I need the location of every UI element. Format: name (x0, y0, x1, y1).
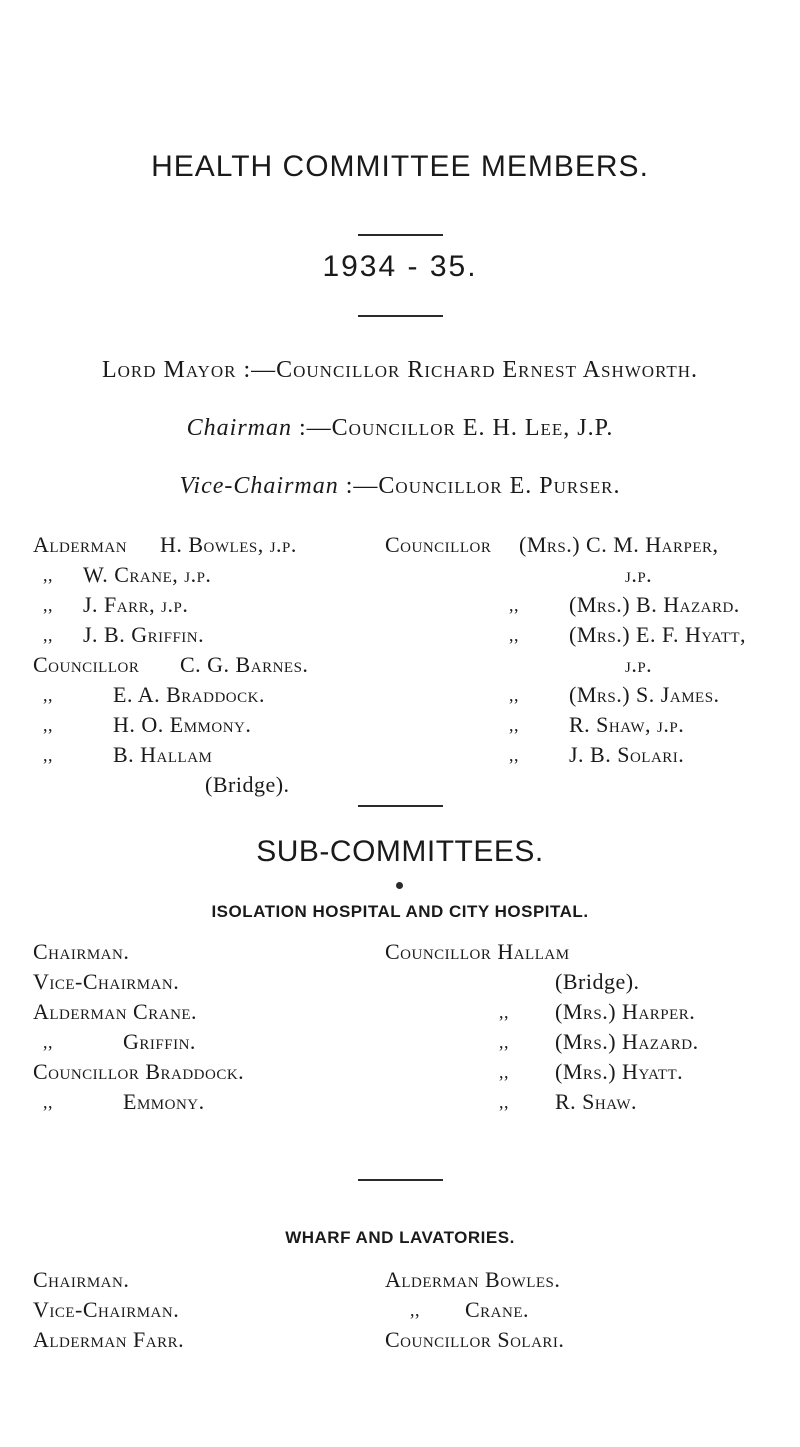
sub-committees-heading: SUB-COMMITTEES. (256, 835, 544, 868)
list-item (33, 1087, 373, 1117)
member-name: J. Farr, j.p. (83, 592, 189, 617)
list-item-text: (Bridge). (555, 969, 640, 994)
member-name: (Mrs.) E. F. Hyatt, (569, 622, 747, 647)
list-item (385, 967, 790, 997)
section-rule (358, 805, 443, 807)
ditto-mark: ,, (43, 595, 53, 615)
list-item-text: R. Shaw. (555, 1089, 638, 1114)
member-name: (Mrs.) B. Hazard. (569, 592, 740, 617)
member-name: (Mrs.) C. M. Harper, (519, 532, 719, 557)
member-name: j.p. (625, 562, 653, 587)
list-item-text: Griffin. (123, 1029, 196, 1054)
lord-mayor-line (0, 357, 800, 384)
member-name: (Bridge). (205, 772, 290, 797)
member-name: E. A. Braddock. (113, 682, 265, 707)
chairman-label: Chairman (186, 415, 292, 441)
ditto-mark: ,, (509, 745, 519, 765)
heading-dot (396, 882, 403, 889)
member-row (33, 530, 373, 560)
list-item-text: (Mrs.) Harper. (555, 999, 696, 1024)
list-item-text: (Mrs.) Hazard. (555, 1029, 699, 1054)
ditto-mark: ,, (43, 685, 53, 705)
wharf-left-column (33, 1265, 373, 1355)
members-right-column (385, 530, 790, 770)
isolation-left-column (33, 937, 373, 1117)
title-rule (358, 234, 443, 236)
list-item (33, 967, 373, 997)
ditto-mark: ,, (43, 715, 53, 735)
list-item-text: Vice-Chairman. (33, 969, 180, 994)
chairman-line (0, 415, 800, 442)
list-item-text: Councillor Hallam (385, 939, 570, 964)
ditto-mark: ,, (43, 745, 53, 765)
list-item (385, 1295, 790, 1325)
member-row (385, 560, 790, 590)
member-name: (Mrs.) S. James. (569, 682, 720, 707)
ditto-mark: ,, (43, 1032, 53, 1052)
members-left-column (33, 530, 373, 800)
member-row (33, 620, 373, 650)
member-row (385, 650, 790, 680)
list-item (33, 1057, 373, 1087)
member-name: H. O. Emmony. (113, 712, 252, 737)
wharf-right-column (385, 1265, 790, 1355)
list-item-text: Vice-Chairman. (33, 1297, 180, 1322)
member-name: H. Bowles, j.p. (160, 532, 297, 557)
member-row (33, 650, 373, 680)
member-row (385, 530, 790, 560)
member-row (33, 740, 373, 770)
member-name: C. G. Barnes. (180, 652, 309, 677)
list-item (33, 997, 373, 1027)
list-item-text: (Mrs.) Hyatt. (555, 1059, 684, 1084)
member-row (385, 620, 790, 650)
isolation-right-column (385, 937, 790, 1117)
list-item (385, 1027, 790, 1057)
ditto-mark: ,, (499, 1062, 509, 1082)
ditto-mark: ,, (509, 625, 519, 645)
member-row (33, 590, 373, 620)
list-item (33, 1295, 373, 1325)
member-row (385, 710, 790, 740)
chairman-text: :—Councillor E. H. Lee, J.P. (292, 415, 614, 441)
member-row (385, 590, 790, 620)
list-item-text: Crane. (465, 1297, 530, 1322)
ditto-mark: ,, (43, 1092, 53, 1112)
member-row (33, 710, 373, 740)
ditto-mark: ,, (509, 595, 519, 615)
ditto-mark: ,, (509, 685, 519, 705)
ditto-mark: ,, (410, 1300, 420, 1320)
member-name: J. B. Solari. (569, 742, 685, 767)
list-item (385, 1087, 790, 1117)
list-item (33, 937, 373, 967)
member-row (33, 770, 373, 800)
member-row (385, 680, 790, 710)
list-item-text: Alderman Bowles. (385, 1267, 561, 1292)
list-item-text: Councillor Solari. (385, 1327, 565, 1352)
list-item (33, 1325, 373, 1355)
list-item (33, 1265, 373, 1295)
list-item (385, 1325, 790, 1355)
section-rule (358, 1179, 443, 1181)
list-item-text: Alderman Farr. (33, 1327, 185, 1352)
member-row (33, 560, 373, 590)
member-prefix: Councillor (385, 532, 492, 557)
year-heading: 1934 - 35. (322, 250, 478, 283)
list-item (385, 1057, 790, 1087)
list-item-text: Councillor Braddock. (33, 1059, 245, 1084)
wharf-title: WHARF AND LAVATORIES. (285, 1228, 515, 1247)
list-item-text: Emmony. (123, 1089, 205, 1114)
list-item-text: Chairman. (33, 1267, 130, 1292)
year-rule (358, 315, 443, 317)
member-row (33, 680, 373, 710)
member-name: B. Hallam (113, 742, 213, 767)
list-item-text: Alderman Crane. (33, 999, 198, 1024)
lord-mayor-label: Lord Mayor (101, 357, 237, 383)
ditto-mark: ,, (509, 715, 519, 735)
member-name: W. Crane, j.p. (83, 562, 212, 587)
list-item (385, 937, 790, 967)
vice-chairman-text: :—Councillor E. Purser. (338, 473, 621, 499)
member-prefix: Councillor (33, 652, 140, 677)
ditto-mark: ,, (499, 1002, 509, 1022)
member-name: j.p. (625, 652, 653, 677)
list-item (385, 1265, 790, 1295)
list-item-text: Chairman. (33, 939, 130, 964)
ditto-mark: ,, (499, 1032, 509, 1052)
vice-chairman-line (0, 473, 800, 500)
ditto-mark: ,, (43, 625, 53, 645)
list-item (385, 997, 790, 1027)
isolation-title: ISOLATION HOSPITAL AND CITY HOSPITAL. (211, 902, 589, 921)
member-name: R. Shaw, j.p. (569, 712, 685, 737)
lord-mayor-text: :—Councillor Richard Ernest Ashworth. (236, 357, 699, 383)
member-row (385, 740, 790, 770)
vice-chairman-label: Vice-Chairman (179, 473, 339, 499)
member-name: J. B. Griffin. (83, 622, 205, 647)
list-item (33, 1027, 373, 1057)
ditto-mark: ,, (499, 1092, 509, 1112)
ditto-mark: ,, (43, 565, 53, 585)
member-prefix: Alderman (33, 532, 128, 557)
page-title: HEALTH COMMITTEE MEMBERS. (151, 150, 649, 183)
